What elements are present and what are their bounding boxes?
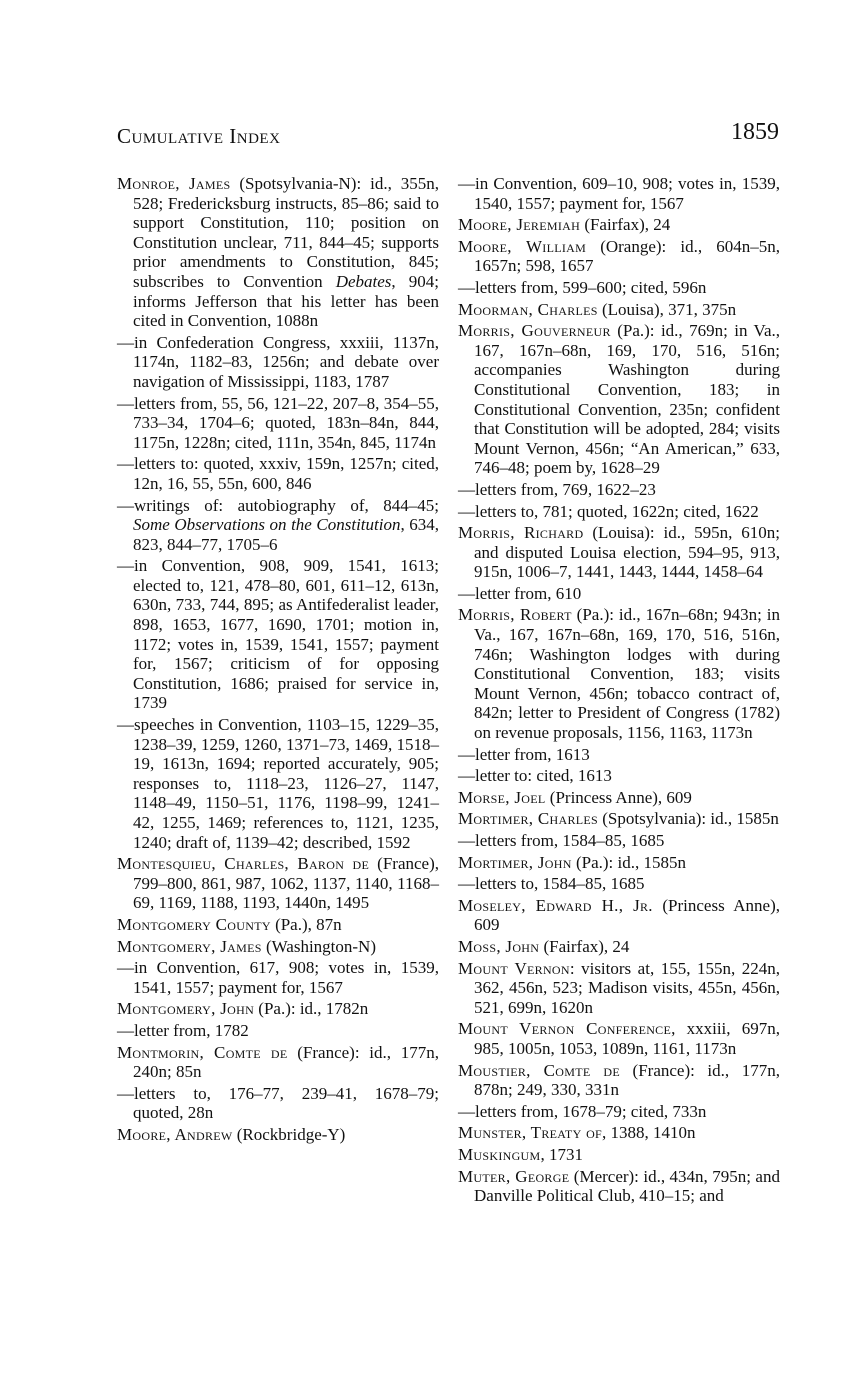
index-subentry: [117, 958, 439, 997]
index-subentry: [117, 394, 439, 453]
index-column-left: [117, 174, 439, 1147]
entry-text: , xxxiii, 697n, 985, 1005n, 1053, 1089n, 1161, 1173n: [474, 1019, 781, 1058]
entry-text: —letter from, 1782: [117, 1020, 249, 1040]
entry-text: —writings of: autobiography of, 844–45;: [117, 495, 439, 515]
index-column-right: [458, 174, 780, 1208]
index-subentry: [458, 874, 780, 894]
entry-heading: Munster, Treaty of: [458, 1123, 603, 1143]
entry-text: —letters from, 1678–79; cited, 733n: [458, 1101, 707, 1121]
entry-text: : visitors at, 155, 155n, 224n, 362, 456n, 523; Madison visits, 455n, 456n, 521, 699n, 1620n: [474, 958, 780, 1017]
entry-heading: Montmorin, Comte de: [117, 1042, 288, 1062]
entry-text: , 1388, 1410n: [602, 1123, 696, 1143]
index-entry: [458, 523, 780, 582]
running-head: [117, 119, 779, 153]
index-subentry: [458, 831, 780, 851]
entry-heading: Muter, George: [458, 1166, 570, 1186]
entry-text: —letter to: cited, 1613: [458, 766, 612, 786]
index-subentry: [117, 715, 439, 852]
entry-text: (Pa.): id., 769n; in Va., 167, 167n–68n, 169, 170, 516, 516n; accompanies Washington during Constitutional Convention, 183; in Constitutional Convention, 235n; confident that Constitution will be adopted, 284; visits Mount Vernon, 456n; “An American,” 633, 746–48; poem by, 1628–29: [474, 321, 780, 478]
entry-heading: Mortimer, John: [458, 852, 572, 872]
entry-text: —in Convention, 609–10, 908; votes in, 1539, 1540, 1557; payment for, 1567: [458, 174, 780, 213]
entry-text: —letters from, 599–600; cited, 596n: [458, 277, 707, 297]
index-subentry: [458, 584, 780, 604]
entry-text: (Pa.), 87n: [270, 914, 342, 934]
entry-text: —in Convention, 617, 908; votes in, 1539, 1541, 1557; payment for, 1567: [117, 958, 439, 997]
index-entry: [458, 788, 780, 808]
running-title: Cumulative Index: [117, 124, 281, 148]
entry-text: (France), 799–800, 861, 987, 1062, 1137, 1140, 1168–69, 1169, 1188, 1193, 1440n, 1495: [133, 854, 440, 913]
entry-text: (France): id., 177n, 240n; 85n: [133, 1042, 439, 1082]
entry-text: (Spotsylvania-N): id., 355n, 528; Fredericksburg instructs, 85–86; said to support Constitution, 110; position on Constitution unclear, 711, 844–45; supports prior amendments to Constitution, 845; subscribes to Convention: [133, 174, 439, 291]
entry-heading: Morris, Richard: [458, 523, 584, 543]
entry-heading: Montgomery, James: [117, 936, 262, 956]
entry-heading: Moseley, Edward H., Jr.: [458, 895, 653, 915]
index-entry: [458, 896, 780, 935]
index-subentry: [458, 766, 780, 786]
index-entry: [458, 215, 780, 235]
entry-heading: Monroe, James: [117, 174, 231, 193]
entry-text: —letters to, 176–77, 239–41, 1678–79; quoted, 28n: [117, 1083, 439, 1123]
index-entry: [117, 937, 439, 957]
entry-text: —in Convention, 908, 909, 1541, 1613; elected to, 121, 478–80, 601, 611–12, 613n, 630n, 733, 744, 895; as Antifederalist leader, 898, 1653, 1677, 1690, 1701; motion in, 1172; votes in, 1539, 1541, 1557; payment for, 1567; criticism of for opposing Constitution, 1686; praised for service in, 1739: [117, 556, 439, 713]
entry-text-after: , 634, 823, 844–77, 1705–6: [133, 515, 440, 554]
index-entry: [458, 237, 780, 276]
entry-text: —letters from, 1584–85, 1685: [458, 831, 665, 850]
index-entry: [458, 1167, 780, 1206]
entry-text: (Princess Anne), 609: [545, 787, 692, 807]
entry-heading: Moorman, Charles: [458, 299, 598, 319]
index-entry: [117, 1043, 439, 1082]
entry-text: (Pa.): id., 1782n: [254, 999, 369, 1019]
entry-heading: Moss, John: [458, 936, 540, 956]
index-entry: [458, 1145, 780, 1165]
index-entry: [458, 853, 780, 873]
entry-text: (Orange): id., 604n–5n, 1657n; 598, 1657: [474, 236, 780, 276]
entry-heading: Morse, Joel: [458, 787, 546, 807]
entry-text: (Princess Anne), 609: [474, 895, 780, 935]
index-entry: [458, 1019, 780, 1058]
page-number: 1859: [731, 119, 779, 145]
entry-text: —letter from, 610: [458, 583, 582, 603]
entry-text: (Rockbridge-Y): [232, 1124, 346, 1144]
entry-text: (Pa.): id., 1585n: [571, 852, 686, 872]
entry-text: —speeches in Convention, 1103–15, 1229–35, 1238–39, 1259, 1260, 1371–73, 1469, 1518–19, 1613n, 1694; reported accurately, 905; responses to, 1118–23, 1126–27, 1147, 1148–49, 1150–51, 1176, 1198–99, 1241–42, 1255, 1469; references to, 1121, 1235, 1240; draft of, 1139–42; described, 1592: [117, 715, 439, 852]
index-subentry: [117, 333, 439, 392]
entry-heading: Mount Vernon: [458, 958, 570, 978]
entry-text: —letters from, 769, 1622–23: [458, 479, 656, 499]
entry-text: (Louisa), 371, 375n: [597, 299, 737, 319]
index-subentry: [117, 1021, 439, 1041]
entry-text: —letters from, 55, 56, 121–22, 207–8, 354–55, 733–34, 1704–6; quoted, 183n–84n, 844, 1175n, 1228n; cited, 111n, 354n, 845, 1174n: [117, 393, 439, 452]
entry-heading: Moore, William: [458, 236, 587, 256]
index-entry: [458, 959, 780, 1018]
index-entry: [458, 937, 780, 957]
entry-text: (Washington-N): [261, 936, 376, 956]
index-subentry: [117, 454, 439, 493]
entry-title-italic: Debates: [335, 271, 392, 291]
index-entry: [117, 854, 439, 913]
entry-text: (Fairfax), 24: [580, 215, 671, 235]
index-subentry: [458, 502, 780, 522]
index-subentry: [117, 496, 439, 555]
entry-text: (France): id., 177n, 878n; 249, 330, 331n: [474, 1060, 780, 1100]
index-entry: [458, 321, 780, 478]
entry-text: , 1731: [540, 1144, 583, 1164]
entry-text: (Pa.): id., 167n–68n; 943n; in Va., 167, 167n–68n, 169, 170, 516, 516n, 746n; Washington lodges with during Constitutional Convention, 183; visits Mount Vernon, 456n; tobacco contract of, 842n; letter to President of Congress (1782) on revenue proposals, 1156, 1163, 1173n: [474, 605, 780, 743]
index-subentry: [458, 480, 780, 500]
index-entry: [117, 1125, 439, 1145]
entry-text: (Mercer): id., 434n, 795n; and Danville Political Club, 410–15; and: [474, 1166, 780, 1206]
entry-text: (Fairfax), 24: [539, 936, 630, 956]
index-subentry: [458, 278, 780, 298]
index-entry: [117, 999, 439, 1019]
index-subentry: [458, 174, 780, 213]
index-subentry: [458, 745, 780, 765]
entry-text: —letters to, 781; quoted, 1622n; cited, 1622: [458, 501, 759, 521]
entry-text: —letters to, 1584–85, 1685: [458, 874, 645, 894]
entry-text: —in Confederation Congress, xxxiii, 1137n, 1174n, 1182–83, 1256n; and debate over navigation of Mississippi, 1183, 1787: [117, 332, 439, 391]
entry-heading: Montgomery, John: [117, 999, 255, 1019]
entry-heading: Moore, Jeremiah: [458, 215, 581, 235]
index-entry: [458, 1123, 780, 1143]
entry-text: —letter from, 1613: [458, 744, 590, 764]
entry-text-after: , 904; informs Jefferson that his letter has been cited in Convention, 1088n: [133, 271, 439, 331]
index-entry: [117, 915, 439, 935]
index-subentry: [458, 1102, 780, 1122]
entry-heading: Moustier, Comte de: [458, 1060, 620, 1080]
entry-heading: Mount Vernon Conference: [458, 1019, 672, 1039]
entry-title-italic: Some Observations on the Constitution: [133, 515, 401, 535]
entry-text: —letters to: quoted, xxxiv, 159n, 1257n; cited, 12n, 16, 55, 55n, 600, 846: [117, 454, 439, 493]
entry-heading: Montesquieu, Charles, Baron de: [117, 854, 370, 874]
entry-text: (Spotsylvania): id., 1585n: [598, 809, 779, 829]
index-entry: [458, 300, 780, 320]
entry-text: (Louisa): id., 595n, 610n; and disputed Louisa election, 594–95, 913, 915n, 1006–7, 1441, 1443, 1444, 1458–64: [474, 523, 780, 582]
entry-heading: Muskingum: [458, 1144, 541, 1164]
index-subentry: [117, 556, 439, 713]
entry-heading: Mortimer, Charles: [458, 809, 599, 829]
entry-heading: Morris, Gouverneur: [458, 321, 611, 341]
index-entry: [458, 605, 780, 742]
entry-heading: Montgomery County: [117, 914, 271, 934]
index-entry: [458, 1061, 780, 1100]
entry-heading: Morris, Robert: [458, 605, 572, 625]
index-subentry: [117, 1084, 439, 1123]
index-entry: [117, 174, 439, 331]
index-entry: [458, 809, 780, 829]
entry-heading: Moore, Andrew: [117, 1124, 233, 1144]
